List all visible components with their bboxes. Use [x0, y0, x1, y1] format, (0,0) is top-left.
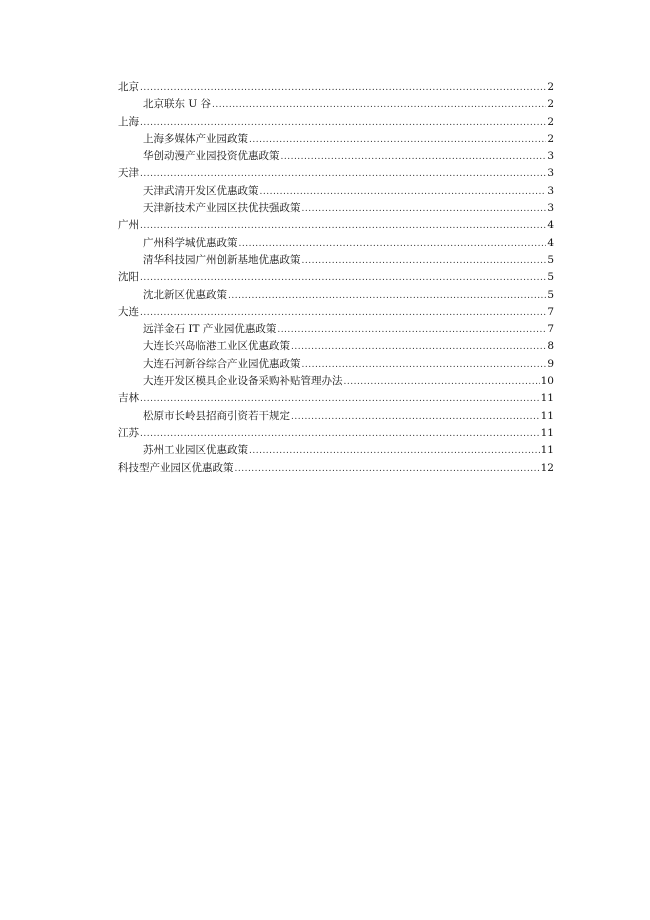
toc-page-number: 2: [547, 98, 554, 111]
toc-entry-tianjin[interactable]: [118, 165, 554, 182]
toc-dot-leader: [212, 97, 546, 114]
toc-page-number: 7: [547, 323, 554, 336]
toc-page-number: 5: [547, 271, 554, 284]
toc-entry-jiangsu[interactable]: [118, 425, 554, 442]
toc-page-number: 2: [547, 132, 554, 145]
toc-entry-dalian-shihe-xingu[interactable]: [118, 356, 554, 373]
toc-entry-huachuang-animation-park[interactable]: [118, 148, 554, 165]
toc-entry-jilin[interactable]: [118, 390, 554, 407]
toc-dot-leader: [140, 391, 540, 408]
toc-entry-shanghai-multimedia-park[interactable]: [118, 131, 554, 148]
toc-entry-shanghai[interactable]: [118, 114, 554, 131]
toc-page-number: 3: [547, 202, 554, 215]
toc-dot-leader: [291, 339, 546, 356]
toc-page-number: 9: [547, 357, 554, 370]
toc-page-number: 5: [547, 288, 554, 301]
toc-entry-title: 吉林: [118, 392, 139, 405]
toc-entry-title: 上海: [118, 115, 139, 128]
toc-page-number: 8: [547, 340, 554, 353]
toc-page-number: 4: [547, 236, 554, 249]
toc-dot-leader: [249, 443, 540, 460]
toc-entry-yuanyang-jinshi-it-park[interactable]: [118, 321, 554, 338]
toc-entry-tech-industrial-parks[interactable]: [118, 460, 554, 477]
toc-dot-leader: [302, 253, 547, 270]
toc-page-number: 11: [540, 426, 554, 439]
toc-entry-title: 上海多媒体产业园政策: [143, 132, 248, 145]
toc-entry-title: 广州科学城优惠政策: [143, 236, 238, 249]
toc-dot-leader: [140, 80, 546, 97]
toc-entry-title: 苏州工业园区优惠政策: [143, 444, 248, 457]
toc-entry-title: 科技型产业园区优惠政策: [118, 461, 234, 474]
toc-entry-title: 清华科技园广州创新基地优惠政策: [143, 253, 301, 266]
toc-dot-leader: [140, 305, 546, 322]
toc-entry-title: 江苏: [118, 426, 139, 439]
toc-entry-title: 沈北新区优惠政策: [143, 288, 227, 301]
toc-dot-leader: [140, 218, 546, 235]
toc-dot-leader: [344, 374, 540, 391]
toc-dot-leader: [281, 149, 547, 166]
toc-dot-leader: [140, 115, 546, 132]
toc-page-number: 7: [547, 305, 554, 318]
toc-entry-title: 北京联东 U 谷: [143, 98, 212, 111]
toc-dot-leader: [260, 184, 547, 201]
toc-page-number: 4: [547, 219, 554, 232]
toc-entry-guangzhou-science-city[interactable]: [118, 235, 554, 252]
toc-entry-beijing[interactable]: [118, 79, 554, 96]
toc-page-number: 2: [547, 115, 554, 128]
toc-entry-title: 沈阳: [118, 271, 139, 284]
toc-dot-leader: [235, 461, 540, 478]
toc-entry-songyuan-changling[interactable]: [118, 408, 554, 425]
toc-dot-leader: [228, 288, 546, 305]
toc-entry-beijing-liandong-u-valley[interactable]: [118, 96, 554, 113]
toc-entry-shenyang[interactable]: [118, 269, 554, 286]
toc-dot-leader: [140, 166, 546, 183]
toc-entry-dalian-changxing-island[interactable]: [118, 338, 554, 355]
toc-entry-guangzhou[interactable]: [118, 217, 554, 234]
toc-page-number: 10: [540, 375, 554, 388]
toc-page-number: 11: [540, 409, 554, 422]
toc-dot-leader: [239, 236, 547, 253]
toc-dot-leader: [302, 201, 547, 218]
toc-entry-tianjin-new-tech-park[interactable]: [118, 200, 554, 217]
toc-entry-title: 松原市长岭县招商引资若干规定: [143, 409, 290, 422]
toc-entry-shenbei-new-district[interactable]: [118, 287, 554, 304]
toc-entry-title: 大连长兴岛临港工业区优惠政策: [143, 340, 290, 353]
toc-entry-title: 大连石河新谷综合产业园优惠政策: [143, 357, 301, 370]
toc-page-number: 5: [547, 253, 554, 266]
toc-entry-dalian-mold-subsidy[interactable]: [118, 373, 554, 390]
toc-entry-suzhou-industrial-park[interactable]: [118, 442, 554, 459]
toc-entry-title: 北京: [118, 81, 139, 93]
toc-entry-title: 广州: [118, 219, 139, 232]
toc-entry-title: 远洋金石 IT 产业园优惠政策: [143, 323, 277, 336]
table-of-contents: [118, 79, 554, 477]
toc-entry-title: 天津新技术产业园区扶优扶强政策: [143, 202, 301, 215]
toc-page-number: 12: [540, 461, 554, 474]
toc-entry-tsinghua-guangzhou-base[interactable]: [118, 252, 554, 269]
toc-page-number: 3: [547, 167, 554, 180]
toc-entry-tianjin-wuqing-zone[interactable]: [118, 183, 554, 200]
toc-entry-title: 大连开发区模具企业设备采购补贴管理办法: [143, 375, 343, 388]
toc-page-number: 3: [547, 150, 554, 163]
toc-dot-leader: [291, 409, 540, 426]
toc-page-number: 3: [547, 184, 554, 197]
toc-dot-leader: [277, 322, 546, 339]
toc-page-number: 11: [540, 444, 554, 457]
toc-dot-leader: [140, 270, 546, 287]
toc-entry-title: 天津武清开发区优惠政策: [143, 184, 259, 197]
toc-entry-title: 华创动漫产业园投资优惠政策: [143, 150, 280, 163]
toc-entry-dalian[interactable]: [118, 304, 554, 321]
toc-entry-title: 大连: [118, 305, 139, 318]
toc-dot-leader: [140, 426, 540, 443]
toc-page-number: 2: [547, 81, 554, 93]
toc-page-number: 11: [540, 392, 554, 405]
toc-dot-leader: [249, 132, 546, 149]
toc-dot-leader: [302, 357, 547, 374]
toc-entry-title: 天津: [118, 167, 139, 180]
